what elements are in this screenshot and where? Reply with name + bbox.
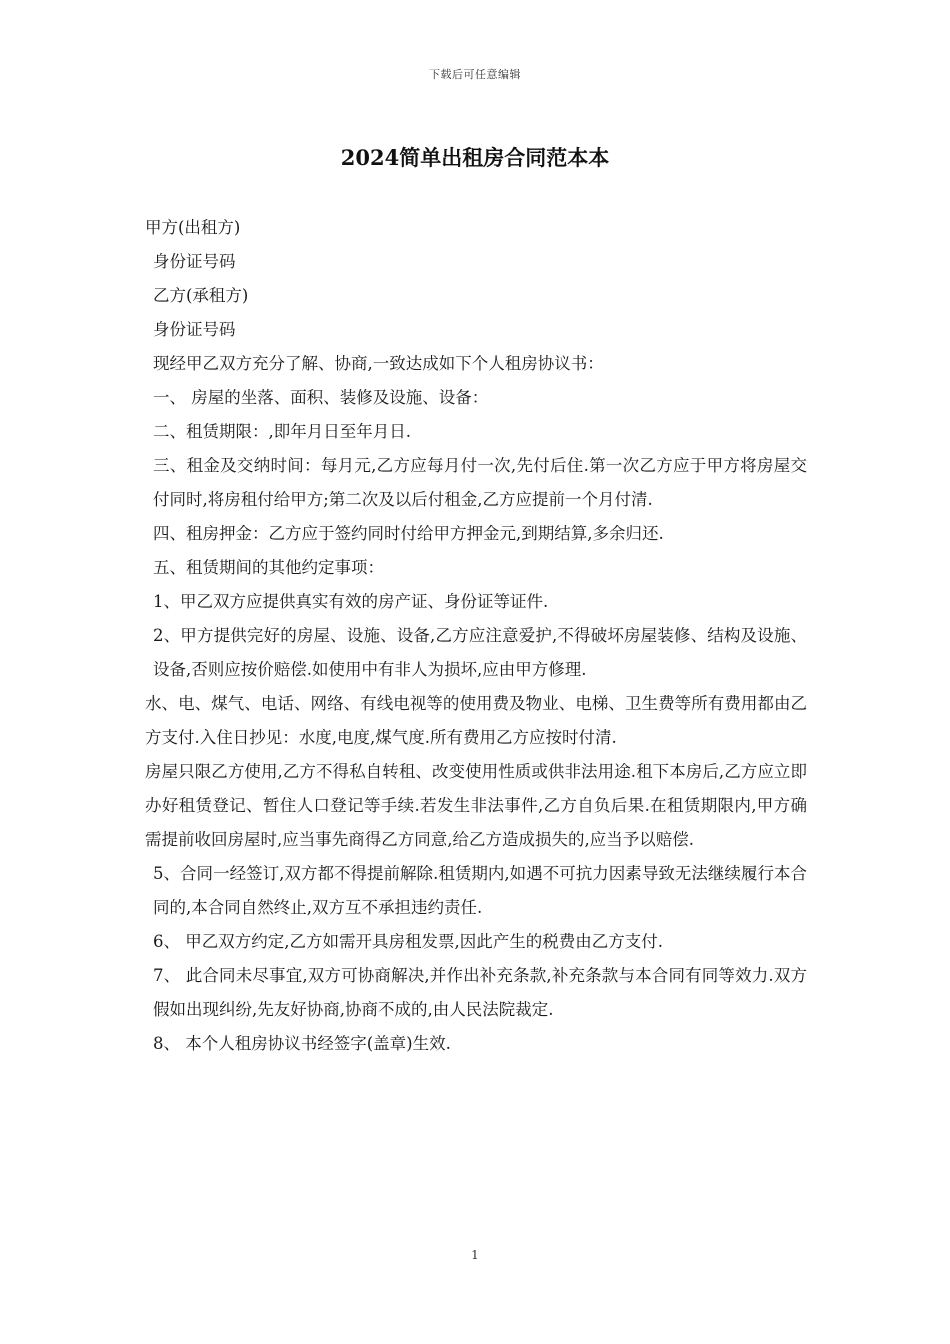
paragraph: 身份证号码 [153,252,236,271]
paragraph: 甲方(出租方) [145,218,241,237]
paragraph: 水、电、煤气、电话、网络、有线电视等的使用费及物业、电梯、卫生费等所有费用都由乙方支付.入住日抄见：水度,电度,煤气度.所有费用乙方应按时付清. [145,694,807,747]
paragraph: 二、租赁期限：,即年月日至年月日. [153,422,411,441]
paragraph: 2、甲方提供完好的房屋、设施、设备,乙方应注意爱护,不得破坏房屋装修、结构及设施、设备,否则应按价赔偿.如使用中有非人为损坏,应由甲方修理. [153,626,807,679]
paragraph: 乙方(承租方) [153,286,249,305]
paragraph: 1、甲乙双方应提供真实有效的房产证、身份证等证件. [153,592,549,611]
page-number: 1 [471,1248,479,1262]
document-title: 2024简单出租房合同范本本 [340,145,610,170]
paragraph: 五、租赁期间的其他约定事项： [153,558,384,577]
header-note: 下载后可任意编辑 [429,68,521,81]
paragraph: 三、租金及交纳时间：每月元,乙方应每月付一次,先付后住.第一次乙方应于甲方将房屋交付同时,将房租付给甲方;第二次及以后付租金,乙方应提前一个月付清. [153,456,807,509]
paragraph: 房屋只限乙方使用,乙方不得私自转租、改变使用性质或供非法用途.租下本房后,乙方应立即办好租赁登记、暂住人口登记等手续.若发生非法事件,乙方自负后果.在租赁期限内,甲方确需提前收回房屋时,应当事先商得乙方同意,给乙方造成损失的,应当予以赔偿. [145,762,807,849]
paragraph: 身份证号码 [153,320,236,339]
paragraph: 6、 甲乙双方约定,乙方如需开具房租发票,因此产生的税费由乙方支付. [153,932,663,951]
paragraph: 四、租房押金：乙方应于签约同时付给甲方押金元,到期结算,多余归还. [153,524,664,543]
paragraph: 现经甲乙双方充分了解、协商,一致达成如下个人租房协议书： [153,354,604,373]
contract-body [145,211,807,1061]
paragraph: 8、 本个人租房协议书经签字(盖章)生效. [153,1034,451,1053]
paragraph: 7、 此合同未尽事宜,双方可协商解决,并作出补充条款,补充条款与本合同有同等效力.双方假如出现纠纷,先友好协商,协商不成的,由人民法院裁定. [153,966,807,1019]
paragraph: 一、 房屋的坐落、面积、装修及设施、设备： [153,388,489,407]
paragraph: 5、合同一经签订,双方都不得提前解除.租赁期内,如遇不可抗力因素导致无法继续履行本合同的,本合同自然终止,双方互不承担违约责任. [153,864,807,917]
